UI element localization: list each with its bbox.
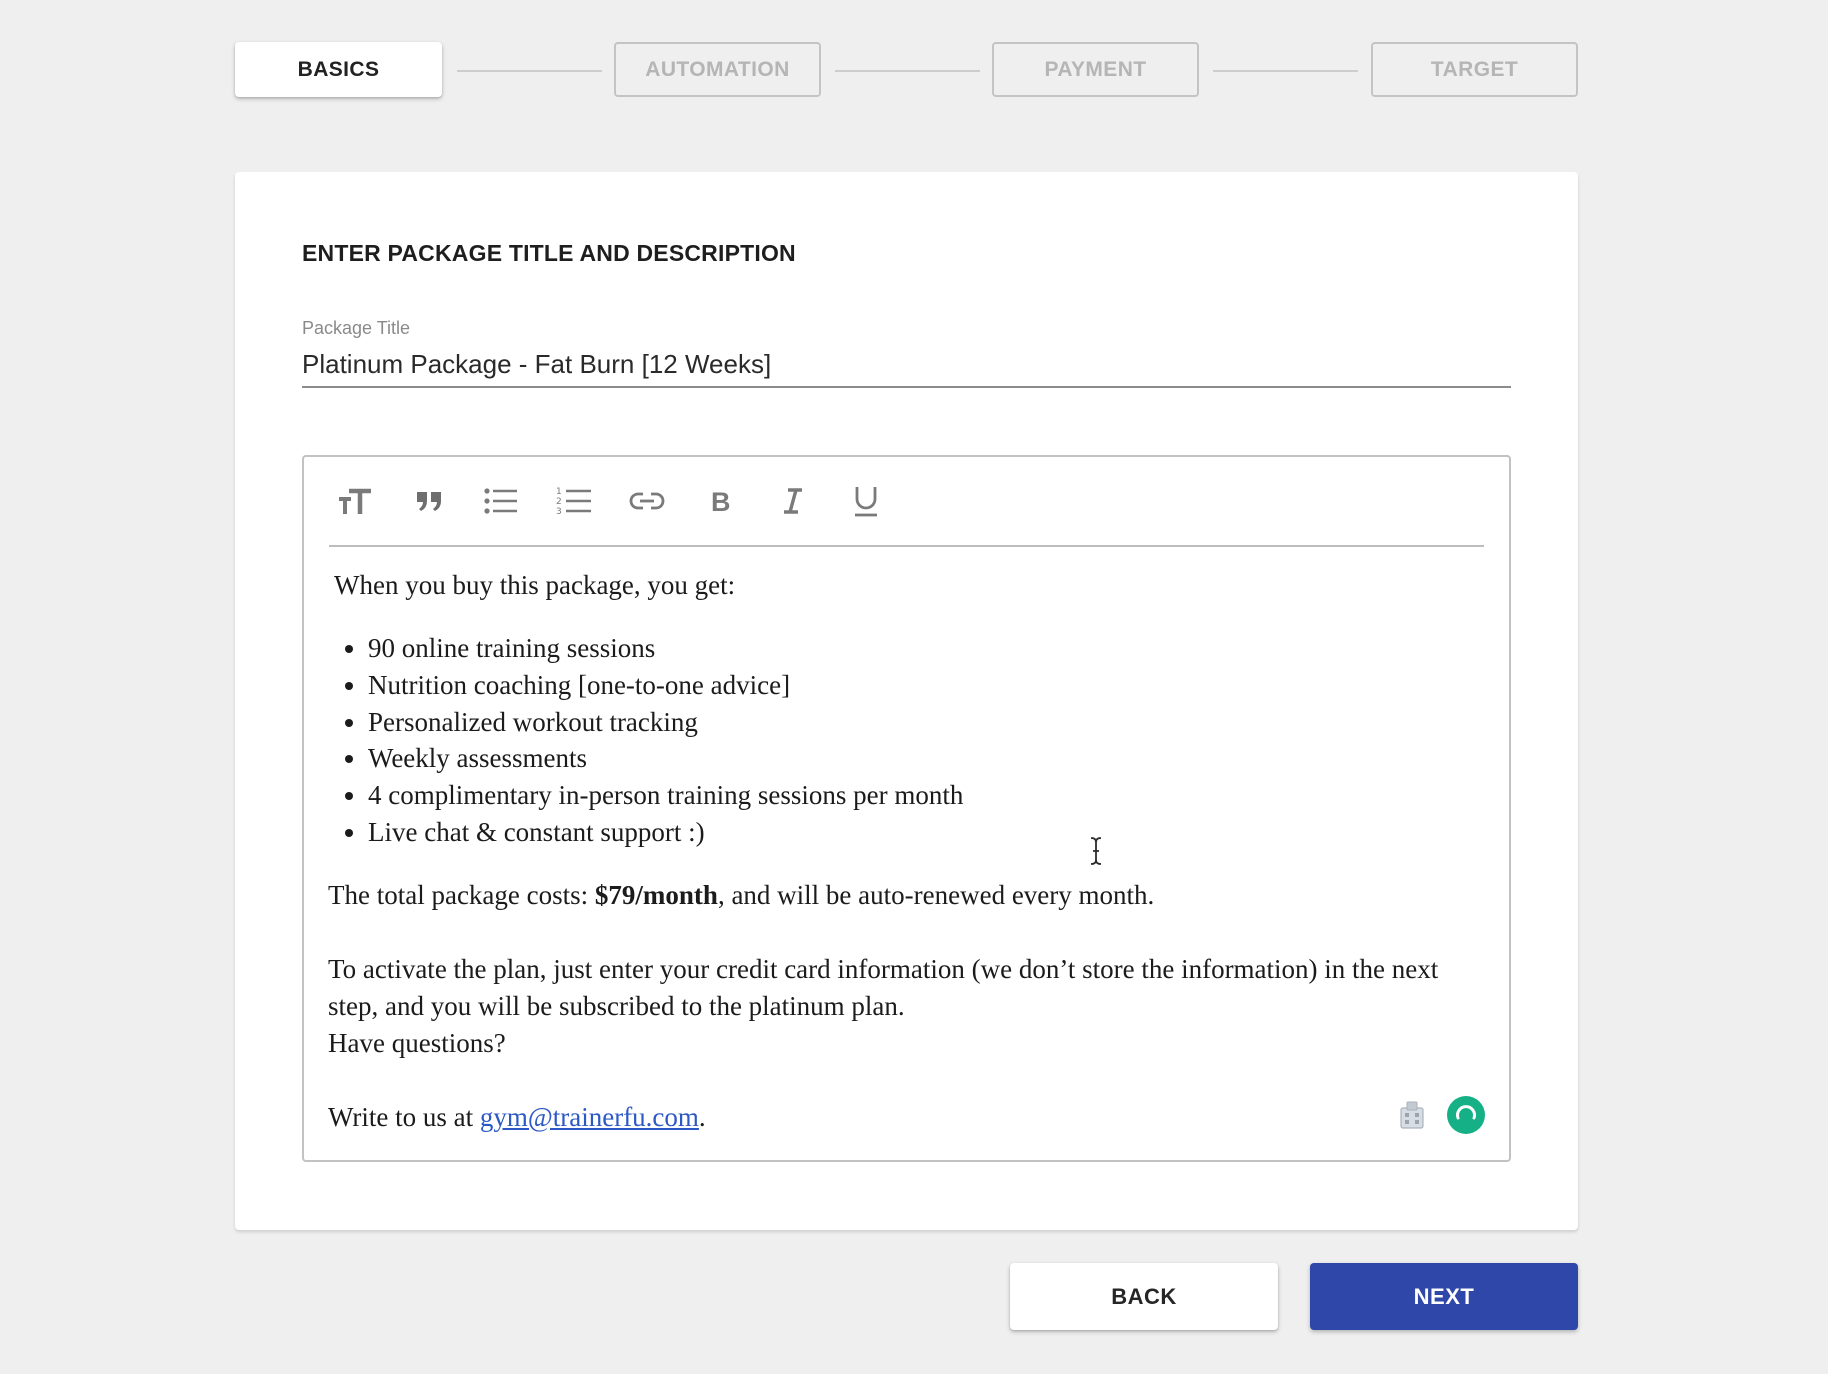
svg-text:2: 2 (556, 497, 562, 507)
editor-toolbar (329, 457, 1484, 547)
svg-text:B: B (711, 488, 731, 514)
contact-suffix: . (698, 1101, 706, 1132)
step-connector (835, 70, 980, 72)
email-link[interactable]: gym@trainerfu.com (479, 1101, 699, 1132)
price-prefix: The total package costs: (328, 879, 595, 910)
step-basics[interactable]: BASICS (235, 42, 442, 97)
list-item: • Nutrition coaching [one-to-one advice] (368, 667, 1488, 704)
list-item: • Live chat & constant support :) (368, 814, 1488, 851)
questions-text: Have questions? (328, 1027, 506, 1058)
stepper (235, 42, 1578, 99)
description-editor (302, 455, 1511, 1162)
contact-prefix: Write to us at (328, 1101, 480, 1132)
svg-text:3: 3 (556, 507, 562, 516)
italic-icon[interactable] (773, 481, 813, 521)
next-button[interactable]: NEXT (1310, 1263, 1578, 1330)
text-size-icon[interactable] (335, 481, 375, 521)
section-title: ENTER PACKAGE TITLE AND DESCRIPTION (302, 240, 796, 266)
contact-line (328, 1099, 1488, 1136)
package-title-input[interactable] (302, 342, 1511, 388)
quote-icon[interactable] (409, 481, 449, 521)
list-item: • 90 online training sessions (368, 630, 1488, 667)
step-connector (457, 70, 602, 72)
step-connector (1213, 70, 1358, 72)
step-automation[interactable]: AUTOMATION (614, 42, 821, 97)
bulleted-list-icon[interactable] (481, 481, 521, 521)
bold-icon[interactable] (701, 481, 741, 521)
back-button[interactable]: BACK (1010, 1263, 1278, 1330)
activation-text: To activate the plan, just enter your credit card information (we don’t store the information) in the next step, and you will be subscribed to the platinum plan. (328, 953, 1439, 1021)
package-card (235, 172, 1578, 1230)
price-line (328, 877, 1488, 914)
editor-content[interactable] (328, 567, 1488, 1136)
extension-icon[interactable] (1395, 1098, 1429, 1132)
step-target[interactable]: TARGET (1371, 42, 1578, 97)
svg-text:1: 1 (556, 487, 562, 497)
step-payment[interactable]: PAYMENT (992, 42, 1199, 97)
underline-icon[interactable] (846, 481, 886, 521)
numbered-list-icon[interactable] (554, 481, 594, 521)
benefits-list (328, 630, 1488, 851)
list-item: • Weekly assessments (368, 740, 1488, 777)
text-cursor-icon (1089, 836, 1103, 866)
list-item: • Personalized workout tracking (368, 704, 1488, 741)
price-suffix: , and will be auto-renewed every month. (717, 879, 1155, 910)
price-value: $79/month (594, 879, 718, 910)
intro-text: When you buy this package, you get: (334, 570, 736, 600)
grammarly-icon[interactable] (1447, 1096, 1485, 1134)
list-item: • 4 complimentary in-person training sessions per month (368, 777, 1488, 814)
package-title-label: Package Title (302, 318, 411, 338)
link-icon[interactable] (627, 481, 667, 521)
